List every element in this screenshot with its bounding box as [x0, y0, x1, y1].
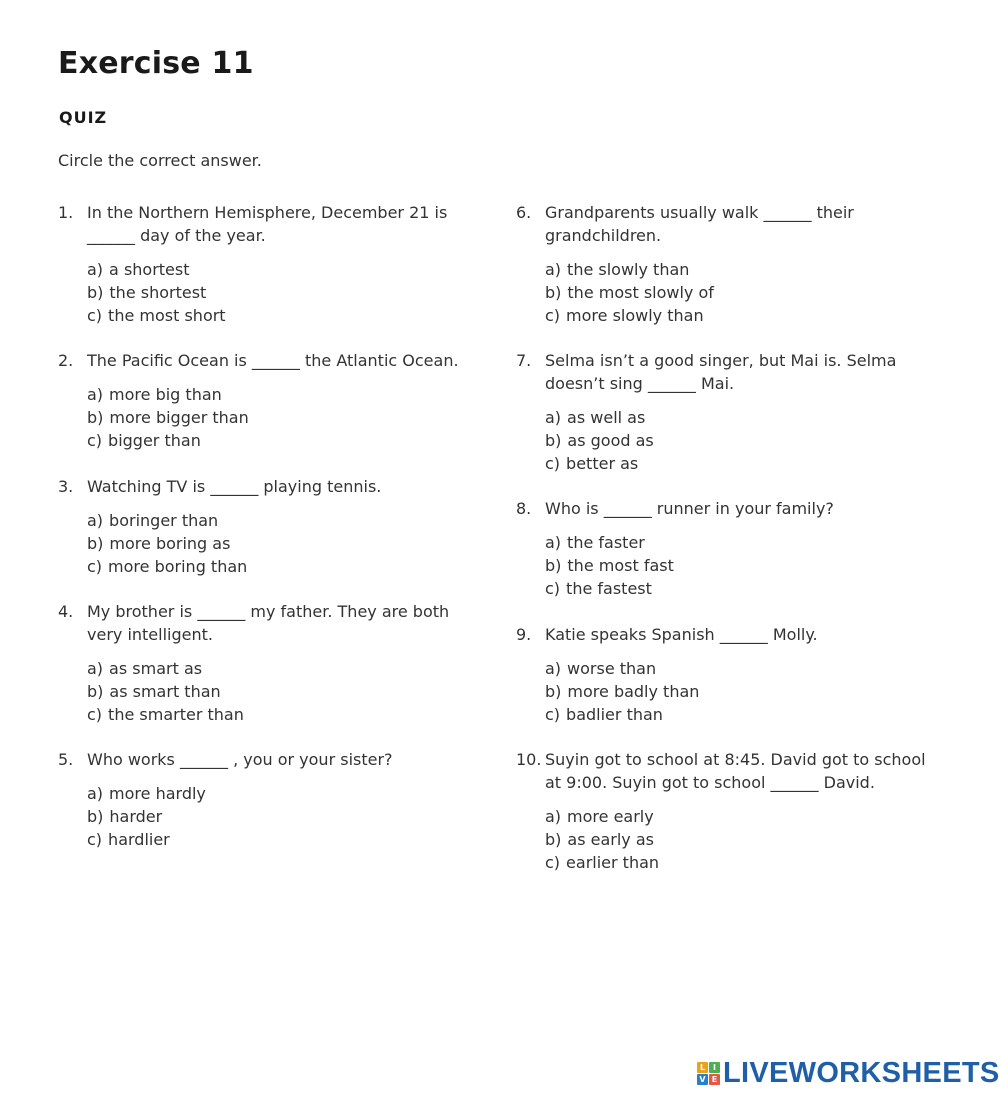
question-8	[516, 497, 946, 600]
option-text: more early	[567, 807, 654, 826]
answer-options	[87, 657, 478, 726]
question-7	[516, 349, 946, 475]
question-number: 1.	[58, 203, 74, 222]
question-10	[516, 748, 946, 874]
question-text: In the Northern Hemisphere, December 21 is ______ day of the year.	[87, 203, 448, 245]
option-letter: a)	[87, 784, 104, 803]
page-title: Exercise 11	[58, 46, 254, 81]
option-text: harder	[109, 807, 163, 826]
answer-option[interactable]	[545, 680, 946, 703]
option-text: more boring as	[109, 534, 231, 553]
answer-option[interactable]	[545, 851, 946, 874]
option-text: as good as	[567, 431, 654, 450]
question-number: 8.	[516, 499, 532, 518]
option-letter: b)	[545, 830, 562, 849]
instruction-text: Circle the correct answer.	[58, 151, 262, 170]
option-letter: a)	[545, 408, 562, 427]
answer-option[interactable]	[87, 383, 478, 406]
question-number: 6.	[516, 203, 532, 222]
question-text: Suyin got to school at 8:45. David got to school at 9:00. Suyin got to school ______ David.	[545, 750, 926, 792]
option-letter: b)	[545, 556, 562, 575]
option-letter: c)	[87, 306, 103, 325]
option-letter: a)	[545, 807, 562, 826]
question-text: My brother is ______ my father. They are both very intelligent.	[87, 602, 450, 644]
answer-option[interactable]	[87, 805, 478, 828]
question-text: Watching TV is ______ playing tennis.	[87, 477, 382, 496]
logo-blocks-icon	[697, 1062, 720, 1085]
answer-options	[545, 406, 946, 475]
question-text: Grandparents usually walk ______ their grandchildren.	[545, 203, 854, 245]
answer-option[interactable]	[545, 577, 946, 600]
answer-option[interactable]	[545, 452, 946, 475]
option-text: more slowly than	[566, 306, 704, 325]
answer-option[interactable]	[87, 532, 478, 555]
question-text: Katie speaks Spanish ______ Molly.	[545, 625, 818, 644]
question-number: 9.	[516, 625, 532, 644]
option-letter: a)	[87, 385, 104, 404]
option-text: as smart as	[109, 659, 203, 678]
answer-option[interactable]	[545, 304, 946, 327]
option-letter: b)	[87, 534, 104, 553]
answer-option[interactable]	[545, 281, 946, 304]
question-text: Selma isn’t a good singer, but Mai is. Selma doesn’t sing ______ Mai.	[545, 351, 897, 393]
option-letter: c)	[87, 557, 103, 576]
question-number: 4.	[58, 602, 74, 621]
logo-block: I	[709, 1062, 720, 1073]
question-number: 3.	[58, 477, 74, 496]
option-text: the most short	[108, 306, 226, 325]
option-text: bigger than	[108, 431, 201, 450]
answer-option[interactable]	[545, 531, 946, 554]
answer-options	[545, 531, 946, 600]
option-text: badlier than	[566, 705, 663, 724]
option-letter: b)	[87, 408, 104, 427]
question-6	[516, 201, 946, 327]
option-letter: a)	[87, 511, 104, 530]
option-letter: b)	[545, 283, 562, 302]
question-number: 2.	[58, 351, 74, 370]
question-4	[58, 600, 478, 726]
answer-option[interactable]	[87, 406, 478, 429]
answer-option[interactable]	[545, 554, 946, 577]
option-letter: a)	[87, 659, 104, 678]
option-letter: a)	[545, 260, 562, 279]
option-letter: b)	[87, 807, 104, 826]
question-text: Who is ______ runner in your family?	[545, 499, 834, 518]
answer-option[interactable]	[87, 657, 478, 680]
option-letter: c)	[545, 705, 561, 724]
option-text: the fastest	[566, 579, 652, 598]
option-text: more big than	[109, 385, 222, 404]
question-text: The Pacific Ocean is ______ the Atlantic Ocean.	[87, 351, 459, 370]
option-letter: a)	[545, 533, 562, 552]
option-text: the faster	[567, 533, 645, 552]
answer-option[interactable]	[87, 258, 478, 281]
option-letter: c)	[545, 306, 561, 325]
answer-option[interactable]	[545, 805, 946, 828]
answer-option[interactable]	[87, 828, 478, 851]
question-2	[58, 349, 478, 452]
answer-options	[87, 782, 478, 851]
option-text: the most fast	[567, 556, 674, 575]
question-9	[516, 623, 946, 726]
answer-option[interactable]	[545, 703, 946, 726]
option-text: as early as	[567, 830, 654, 849]
option-letter: b)	[87, 682, 104, 701]
question-number: 5.	[58, 750, 74, 769]
option-letter: c)	[545, 853, 561, 872]
logo-block: E	[709, 1074, 720, 1085]
answer-options	[545, 258, 946, 327]
option-letter: c)	[545, 454, 561, 473]
question-1	[58, 201, 478, 327]
option-text: more bigger than	[109, 408, 249, 427]
question-5	[58, 748, 478, 851]
answer-option[interactable]	[87, 703, 478, 726]
logo-block: L	[697, 1062, 708, 1073]
question-3	[58, 475, 478, 578]
answer-option[interactable]	[87, 782, 478, 805]
logo-text: LIVEWORKSHEETS	[723, 1057, 1000, 1089]
option-text: boringer than	[109, 511, 219, 530]
option-text: the shortest	[109, 283, 207, 302]
option-text: worse than	[567, 659, 657, 678]
option-text: hardlier	[108, 830, 170, 849]
option-text: better as	[566, 454, 639, 473]
option-letter: b)	[87, 283, 104, 302]
section-subtitle: QUIZ	[59, 108, 108, 127]
option-text: as well as	[567, 408, 646, 427]
liveworksheets-logo	[697, 1057, 1000, 1090]
option-text: the slowly than	[567, 260, 690, 279]
logo-block: V	[697, 1074, 708, 1085]
answer-option[interactable]	[87, 509, 478, 532]
answer-option[interactable]	[545, 429, 946, 452]
answer-option[interactable]	[545, 828, 946, 851]
option-letter: c)	[545, 579, 561, 598]
answer-option[interactable]	[545, 258, 946, 281]
answer-option[interactable]	[87, 429, 478, 452]
option-text: more hardly	[109, 784, 206, 803]
question-number: 7.	[516, 351, 532, 370]
answer-options	[87, 509, 478, 578]
option-letter: c)	[87, 830, 103, 849]
answer-options	[545, 657, 946, 726]
option-text: the smarter than	[108, 705, 244, 724]
option-text: as smart than	[109, 682, 221, 701]
question-text: Who works ______ , you or your sister?	[87, 750, 393, 769]
option-letter: c)	[87, 431, 103, 450]
option-letter: a)	[545, 659, 562, 678]
answer-option[interactable]	[87, 555, 478, 578]
option-text: more boring than	[108, 557, 248, 576]
answer-options	[87, 258, 478, 327]
answer-option[interactable]	[545, 406, 946, 429]
answer-option[interactable]	[545, 657, 946, 680]
option-text: earlier than	[566, 853, 660, 872]
option-letter: b)	[545, 431, 562, 450]
option-text: a shortest	[109, 260, 190, 279]
answer-option[interactable]	[87, 304, 478, 327]
option-letter: c)	[87, 705, 103, 724]
option-text: the most slowly of	[567, 283, 714, 302]
option-letter: a)	[87, 260, 104, 279]
answer-options	[87, 383, 478, 452]
option-letter: b)	[545, 682, 562, 701]
question-number: 10.	[516, 750, 542, 769]
answer-option[interactable]	[87, 281, 478, 304]
answer-options	[545, 805, 946, 874]
option-text: more badly than	[567, 682, 700, 701]
answer-option[interactable]	[87, 680, 478, 703]
